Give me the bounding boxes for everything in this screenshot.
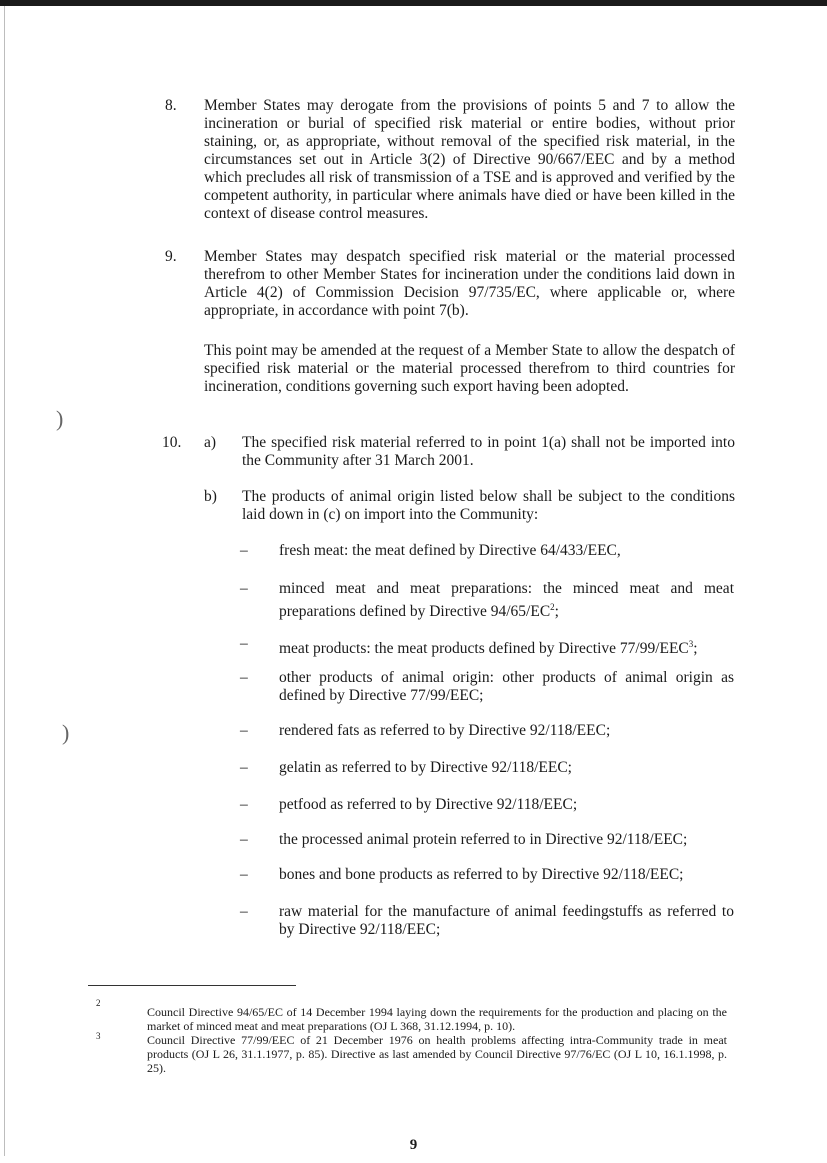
point-9-text: Member States may despatch specified risk material or the material processed therefrom to other Member States for incineration under the conditions laid down in Article 4(2) of Commission Decision 97/735/EC, where applicable or, where appropriate, in accordance with point 7(b). <box>204 248 735 319</box>
footnote-separator <box>88 985 296 986</box>
footnote-text: Council Directive 94/65/EC of 14 December 1994 laying down the requirements for the production and placing on the market of minced meat and meat preparations (OJ L 368, 31.12.1994, p. 10). <box>147 1005 727 1033</box>
dash-bullet: – <box>240 669 248 686</box>
list-item: other products of animal origin: other products of animal origin as defined by Directive 77/99/EEC; <box>279 669 734 704</box>
point-number: 8. <box>165 97 177 114</box>
list-item: bones and bone products as referred to by Directive 92/118/EEC; <box>279 866 684 883</box>
list-item: petfood as referred to by Directive 92/118/EEC; <box>279 796 578 813</box>
list-item: raw material for the manufacture of animal feedingstuffs as referred to by Directive 92/118/EEC; <box>279 903 734 938</box>
subpoint-label: b) <box>204 488 217 505</box>
point-8-text: Member States may derogate from the provisions of points 5 and 7 to allow the incineration or burial of specified risk material or entire bodies, without prior staining, or, as appropriate, without removal of the specified risk material, in the circumstances set out in Article 3(2) of Directive 90/667/EEC and by a method which precludes all risk of transmission of a TSE and is approved and verified by the competent authority, in particular where animals have died or have been killed in the context of disease control measures. <box>204 97 735 222</box>
dash-bullet: – <box>240 722 248 739</box>
list-item: gelatin as referred to by Directive 92/118/EEC; <box>279 759 572 776</box>
list-item: the processed animal protein referred to in Directive 92/118/EEC; <box>279 831 688 848</box>
point-10b-text: The products of animal origin listed below shall be subject to the conditions laid down in (c) on import into the Community: <box>242 488 735 523</box>
footnote-number: 3 <box>96 1031 101 1041</box>
footnote-text: Council Directive 77/99/EEC of 21 December 1976 on health problems affecting intra-Community trade in meat products (OJ L 26, 31.1.1977, p. 85). Directive as last amended by Council Directive 97/76/EC (OJ L 10, 16.1.1998, p. 25). <box>147 1033 727 1075</box>
point-number: 10. <box>162 434 182 451</box>
dash-bullet: – <box>240 580 248 597</box>
dash-bullet: – <box>240 866 248 883</box>
point-9-amendment-text: This point may be amended at the request of a Member State to allow the despatch of specified risk material or the material processed therefrom to third countries for incineration, conditions governing such export having been adopted. <box>204 342 735 395</box>
point-10a-text: The specified risk material referred to in point 1(a) shall not be imported into the Community after 31 March 2001. <box>242 434 735 469</box>
list-item: meat products: the meat products defined by Directive 77/99/EEC$^3$; <box>279 639 698 658</box>
top-border-line <box>0 0 827 6</box>
left-margin-line <box>4 6 5 1156</box>
footnote-number: 2 <box>96 998 101 1008</box>
margin-scan-mark: ) <box>56 406 64 431</box>
list-item: rendered fats as referred to by Directive 92/118/EEC; <box>279 722 611 739</box>
dash-bullet: – <box>240 903 248 920</box>
dash-bullet: – <box>240 796 248 813</box>
footnote-ref: 3 <box>688 639 694 649</box>
list-item: fresh meat: the meat defined by Directive 64/433/EEC, <box>279 542 621 559</box>
dash-bullet: – <box>240 542 248 559</box>
dash-bullet: – <box>240 635 248 652</box>
point-number: 9. <box>165 248 177 265</box>
footnote-ref: 2 <box>550 602 555 612</box>
margin-scan-mark: ) <box>62 720 70 745</box>
subpoint-label: a) <box>204 434 217 451</box>
page-number: 9 <box>409 1137 418 1153</box>
dash-bullet: – <box>240 831 248 848</box>
dash-bullet: – <box>240 759 248 776</box>
list-item: minced meat and meat preparations: the minced meat and meat preparations defined by Directive $94/65/EC^2$; <box>279 580 734 621</box>
